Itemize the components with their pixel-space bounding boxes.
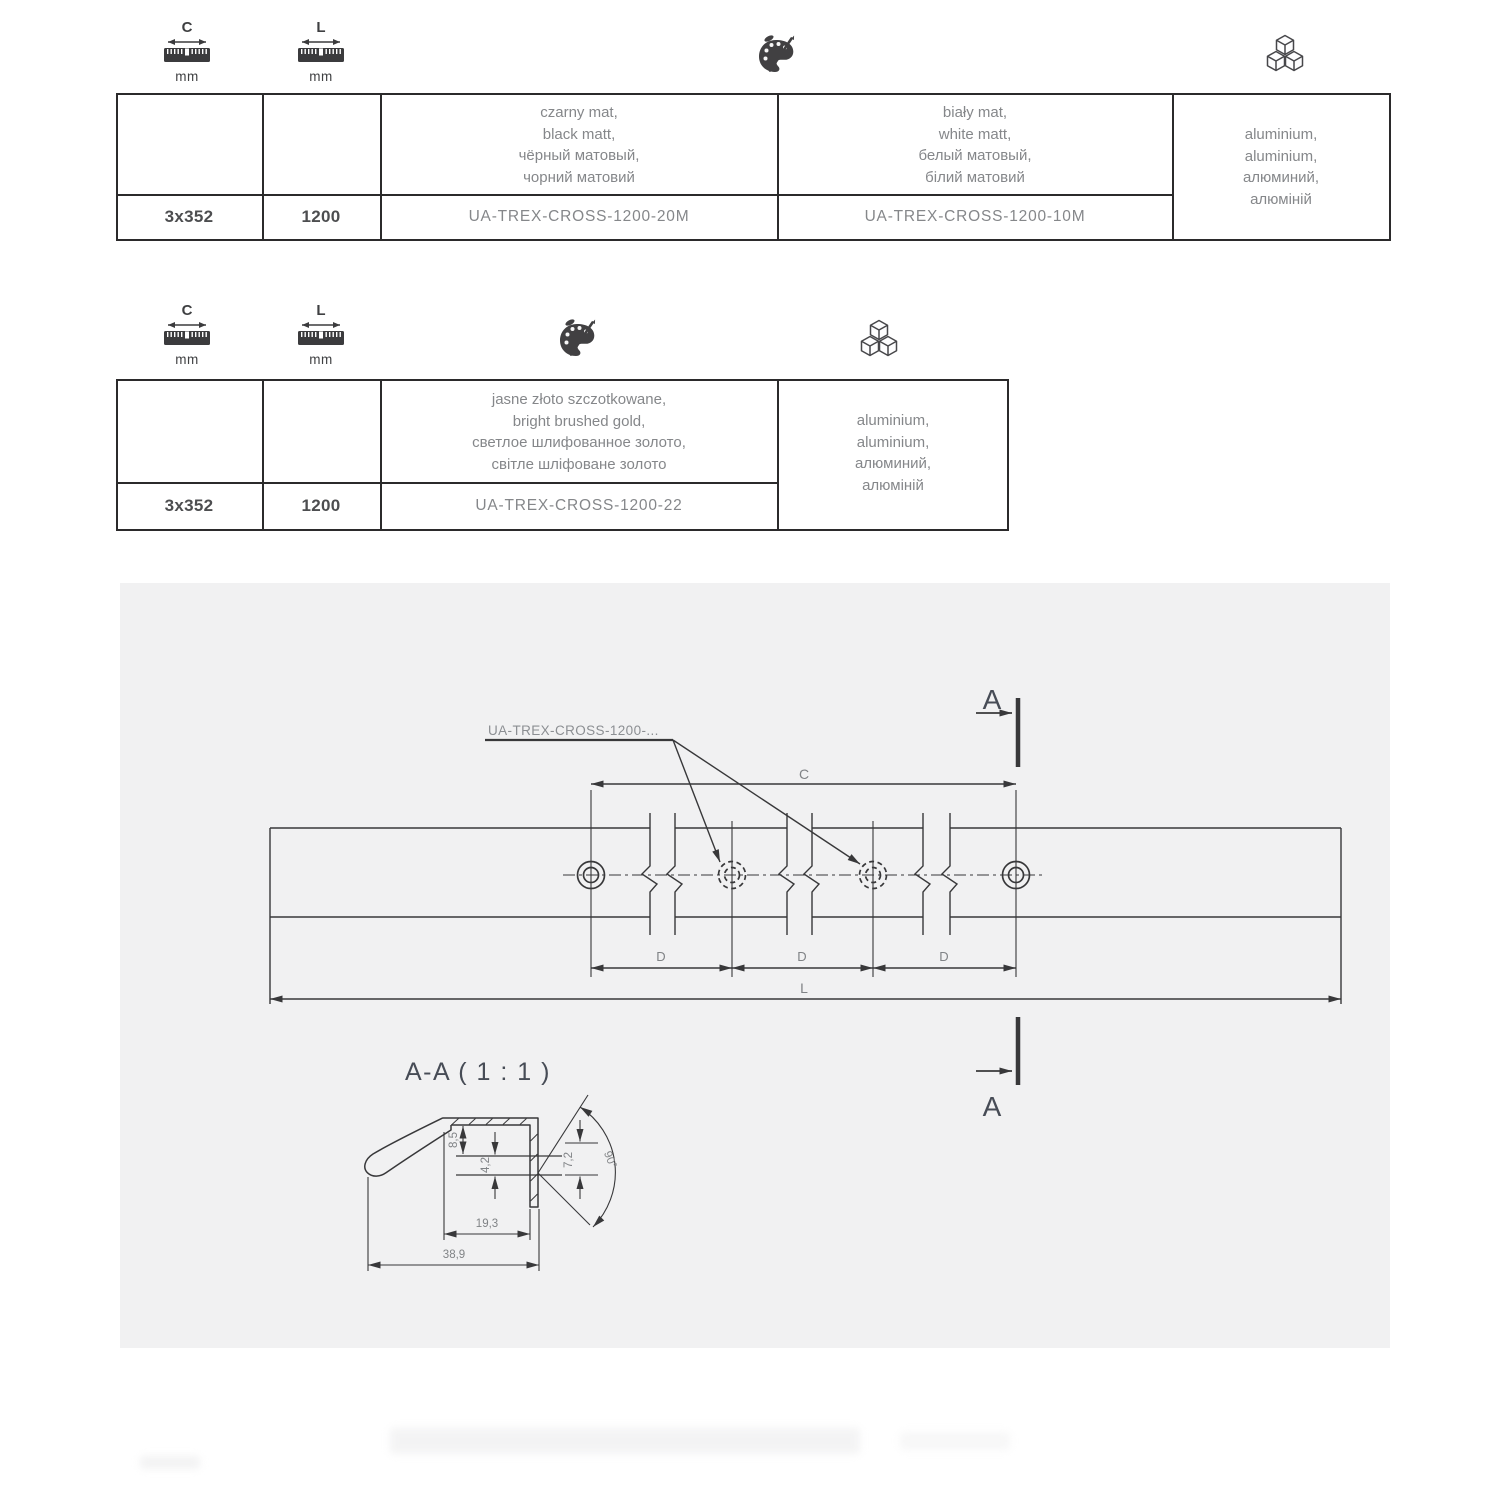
section-title: A-A ( 1 : 1 ) bbox=[405, 1058, 551, 1086]
l-label: L bbox=[316, 19, 326, 36]
dim-l-label: L bbox=[800, 980, 808, 996]
technical-drawing-panel bbox=[120, 583, 1390, 1348]
technical-drawing bbox=[120, 583, 1390, 1348]
material-cubes-icon bbox=[1260, 31, 1310, 79]
material-cell: aluminium, aluminium, алюминий, алюміній bbox=[854, 412, 932, 494]
leader-line bbox=[673, 740, 720, 862]
material-cell: aluminium, aluminium, алюминий, алюміній bbox=[1242, 126, 1320, 208]
l-unit: mm bbox=[309, 352, 333, 367]
dim-85-label: 8,5 bbox=[448, 1132, 460, 1148]
palette-icon bbox=[556, 318, 600, 362]
section-letter-top: A bbox=[982, 684, 1002, 715]
table1-border-bottom bbox=[116, 239, 1390, 241]
dim-389-label: 38,9 bbox=[442, 1249, 466, 1261]
ghost-smudge bbox=[390, 1428, 860, 1454]
c-value: 3x352 bbox=[164, 206, 214, 226]
l-value: 1200 bbox=[301, 495, 341, 515]
c-unit: mm bbox=[175, 69, 199, 84]
l-value: 1200 bbox=[301, 206, 341, 226]
ruler-icon bbox=[162, 37, 212, 65]
dim-d-label: D bbox=[939, 949, 949, 964]
l-label: L bbox=[316, 302, 326, 319]
product-code: UA-TREX-CROSS-1200-22 bbox=[475, 496, 683, 514]
table2-border-bottom bbox=[116, 529, 1008, 531]
dim-c-header-icon bbox=[157, 20, 217, 84]
c-unit: mm bbox=[175, 352, 199, 367]
color-name-brushed-gold: jasne złoto szczotkowane, bright brushed gold, светлое шлифованное золото, світле шліфоване золото bbox=[472, 391, 686, 473]
ghost-smudge bbox=[140, 1456, 200, 1469]
dim-c-header-icon bbox=[157, 303, 217, 367]
section-profile bbox=[365, 1095, 616, 1271]
c-value: 3x352 bbox=[164, 495, 214, 515]
table1-border-right bbox=[1389, 93, 1391, 241]
dim-l-header-icon bbox=[291, 303, 351, 367]
dim-42-label: 4,2 bbox=[480, 1157, 492, 1173]
product-code: UA-TREX-CROSS-1200-20M bbox=[468, 207, 690, 225]
table2-border-right bbox=[1007, 379, 1009, 531]
c-label: C bbox=[181, 19, 193, 36]
c-label: C bbox=[181, 302, 193, 319]
color-name-white-matt: biały mat, white matt, белый матовый, білий матовий bbox=[918, 104, 1032, 186]
dim-d-label: D bbox=[656, 949, 666, 964]
ghost-smudge bbox=[900, 1432, 1010, 1450]
table1-border-top bbox=[116, 93, 1390, 95]
leader-line bbox=[673, 740, 860, 864]
ruler-icon bbox=[296, 37, 346, 65]
color-name-black-matt: czarny mat, black matt, чёрный матовый, чорний матовий bbox=[518, 104, 640, 186]
part-number-label: UA-TREX-CROSS-1200-... bbox=[488, 723, 659, 738]
table2-border-top bbox=[116, 379, 1008, 381]
dim-angle-label: 90° bbox=[600, 1149, 619, 1171]
dim-c-label: C bbox=[798, 766, 810, 782]
palette-icon bbox=[755, 34, 799, 78]
l-unit: mm bbox=[309, 69, 333, 84]
product-code: UA-TREX-CROSS-1200-10M bbox=[864, 207, 1086, 225]
dim-l-header-icon bbox=[291, 20, 351, 84]
ruler-icon bbox=[162, 320, 212, 348]
material-cubes-icon bbox=[854, 316, 904, 364]
dim-72-label: 7,2 bbox=[563, 1152, 575, 1168]
section-letter-bottom: A bbox=[982, 1091, 1002, 1122]
ruler-icon bbox=[296, 320, 346, 348]
dim-d-label: D bbox=[797, 949, 807, 964]
dim-193-label: 19,3 bbox=[475, 1218, 499, 1230]
